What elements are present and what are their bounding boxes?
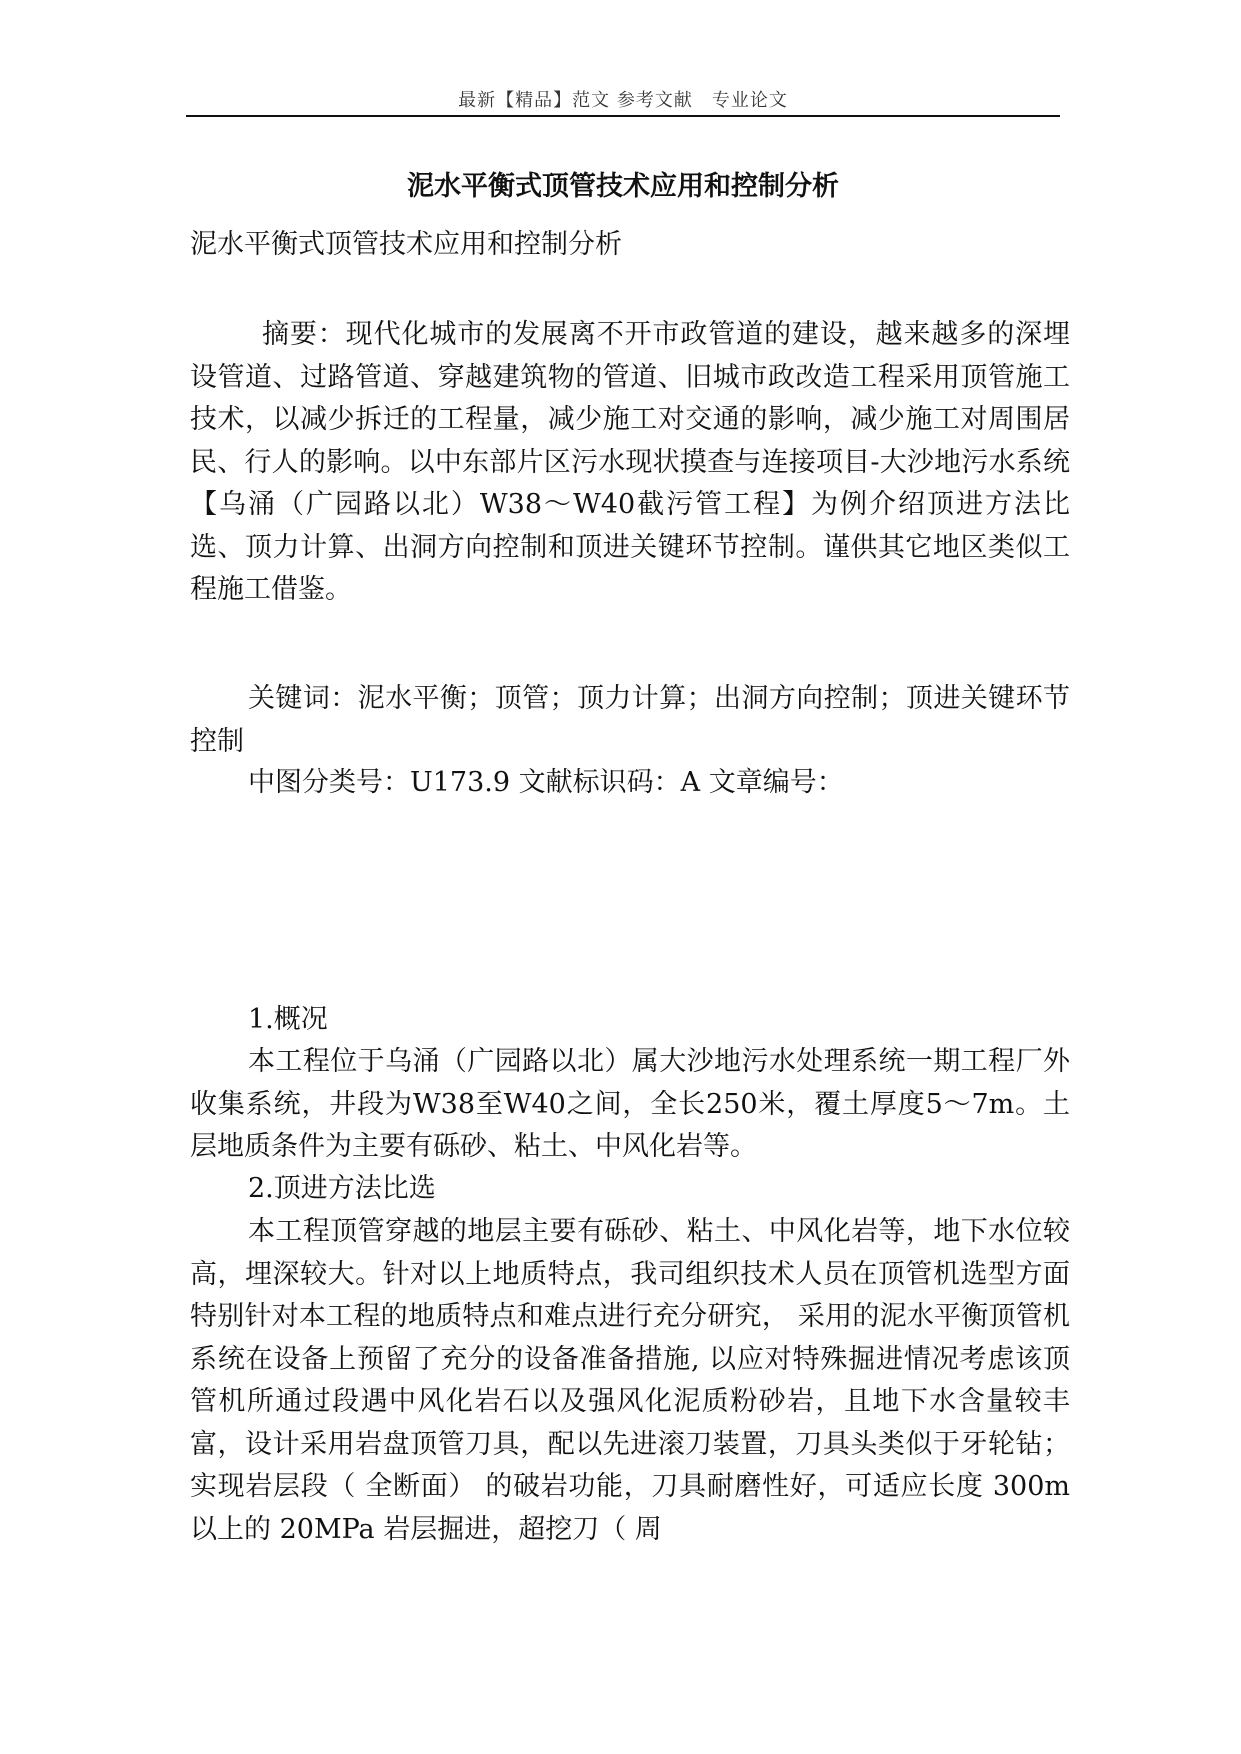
section-body-method-comparison: 本工程顶管穿越的地层主要有砾砂、粘土、中风化岩等，地下水位较高，埋深较大。针对以上地质特点，我司组织技术人员在顶管机选型方面特别针对本工程的地质特点和难点进行充分研究， 采用的泥水平衡顶管机系统在设备上预留了充分的设备准备措施, 以应对特殊掘进情况考虑该顶管机所通过段遇中风化岩石以及强风化泥质粉砂岩，且地下水含量较丰富，设计采用岩盘顶管刀具，配以先进滚刀装置，刀具头类似于牙轮钻；实现岩层段（ 全断面） 的破岩功能，刀具耐磨性好，可适应长度 300m 以上的 20MPa 岩层掘进，超挖刀（ 周 [190,1216,1070,1545]
section-heading-overview: 1.概况 [248,1004,328,1035]
document-title: 泥水平衡式顶管技术应用和控制分析 [407,171,839,202]
classification-line: 中图分类号：U173.9 文献标识码：A 文章编号： [248,767,844,798]
document-subtitle: 泥水平衡式顶管技术应用和控制分析 [190,229,622,260]
section-body-overview: 本工程位于乌涌（广园路以北）属大沙地污水处理系统一期工程厂外收集系统，井段为W38至W40之间，全长250米，覆土厚度5～7m。土层地质条件为主要有砾砂、粘土、中风化岩等。 [190,1046,1070,1162]
header-divider [186,115,1060,117]
keywords-paragraph: 关键词：泥水平衡；顶管；顶力计算；出洞方向控制；顶进关键环节控制 [190,683,1070,757]
abstract-paragraph: 摘要：现代化城市的发展离不开市政管道的建设，越来越多的深埋设管道、过路管道、穿越建筑物的管道、旧城市政改造工程采用顶管施工技术，以减少拆迁的工程量，减少施工对交通的影响，减少施工对周围居民、行人的影响。以中东部片区污水现状摸查与连接项目-大沙地污水系统【乌涌（广园路以北）W38～W40截污管工程】为例介绍顶进方法比选、顶力计算、出洞方向控制和顶进关键环节控制。谨供其它地区类似工程施工借鉴。 [190,319,1070,605]
section-heading-method-comparison: 2.顶进方法比选 [248,1173,436,1204]
page-header: 最新【精品】范文 参考文献 专业论文 [458,90,788,111]
